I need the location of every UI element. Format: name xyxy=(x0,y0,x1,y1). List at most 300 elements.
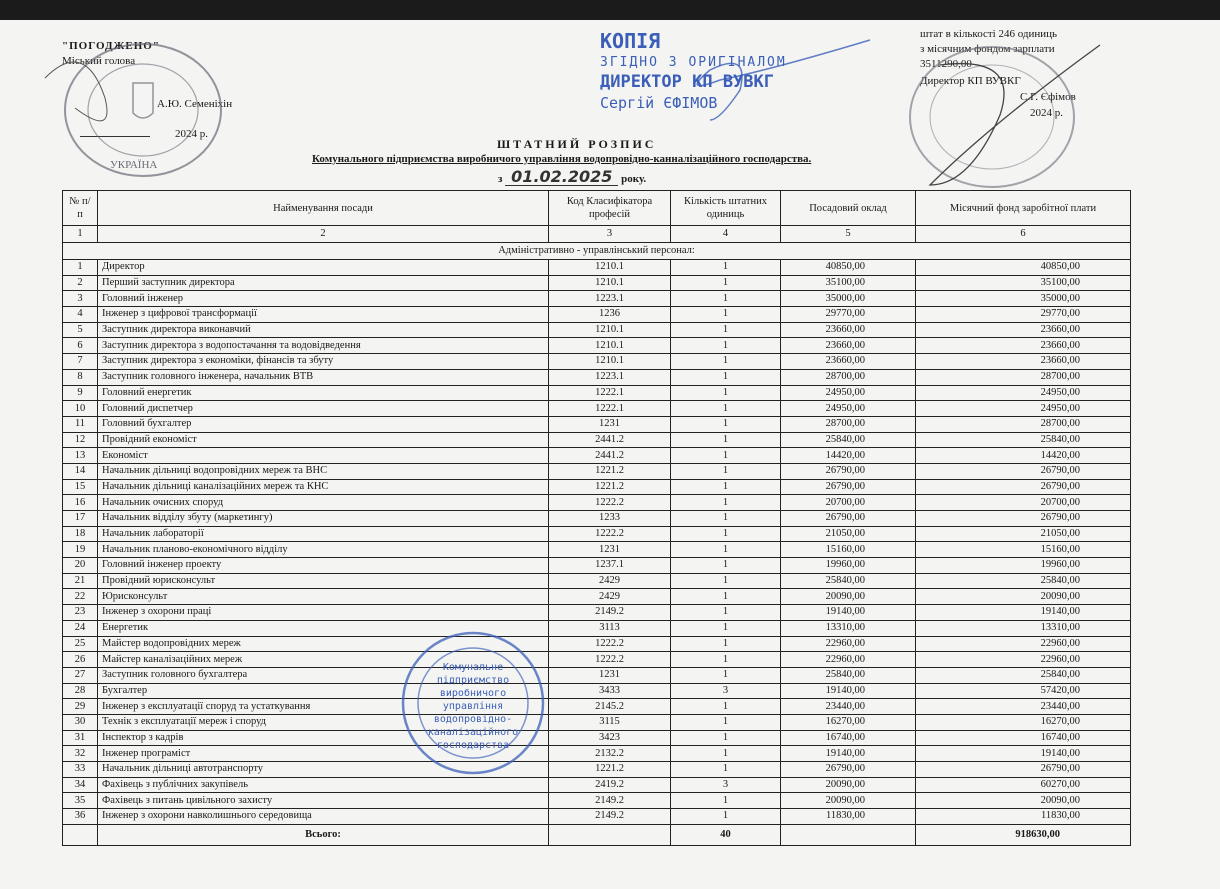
position-name: Інженер з цифрової трансформації xyxy=(98,307,549,323)
row-number: 22 xyxy=(63,589,98,605)
salary: 15160,00 xyxy=(781,542,916,558)
position-name: Головний інженер xyxy=(98,291,549,307)
copy-stamp-line2: ЗГІДНО З ОРИГІНАЛОМ xyxy=(600,55,787,70)
profession-code: 2149.2 xyxy=(549,605,671,621)
salary: 24950,00 xyxy=(781,385,916,401)
staff-units: 1 xyxy=(671,448,781,464)
salary: 19140,00 xyxy=(781,746,916,762)
table-row xyxy=(63,542,1131,558)
profession-code: 1237.1 xyxy=(549,558,671,574)
row-number: 33 xyxy=(63,762,98,778)
salary: 11830,00 xyxy=(781,809,916,825)
row-number: 23 xyxy=(63,605,98,621)
staff-units: 1 xyxy=(671,260,781,276)
table-row xyxy=(63,479,1131,495)
row-number: 21 xyxy=(63,573,98,589)
monthly-fund: 21050,00 xyxy=(916,526,1131,542)
profession-code: 1210.1 xyxy=(549,322,671,338)
position-name: Фахівець з питань цивільного захисту xyxy=(98,793,549,809)
position-name: Директор xyxy=(98,260,549,276)
monthly-fund: 26790,00 xyxy=(916,479,1131,495)
position-name: Фахівець з публічних закупівель xyxy=(98,777,549,793)
monthly-fund: 20700,00 xyxy=(916,495,1131,511)
monthly-fund: 57420,00 xyxy=(916,683,1131,699)
staff-units: 1 xyxy=(671,401,781,417)
salary: 26790,00 xyxy=(781,463,916,479)
row-number: 4 xyxy=(63,307,98,323)
city-seal-stamp xyxy=(55,38,235,178)
approval-heading: "ПОГОДЖЕНО" xyxy=(62,40,160,52)
stamp-text: УКРАЇНА xyxy=(110,159,158,171)
copy-stamp-title: КОПІЯ xyxy=(600,29,661,53)
header-fund: Місячний фонд заробітної плати xyxy=(916,191,1131,226)
staffing-table xyxy=(62,190,1131,846)
staff-units: 1 xyxy=(671,463,781,479)
date-value: 01.02.2025 xyxy=(505,168,618,186)
monthly-fund: 24950,00 xyxy=(916,385,1131,401)
staff-units: 1 xyxy=(671,385,781,401)
staff-units: 1 xyxy=(671,620,781,636)
profession-code: 1221.2 xyxy=(549,479,671,495)
position-name: Головний інженер проекту xyxy=(98,558,549,574)
table-row xyxy=(63,667,1131,683)
staff-units: 1 xyxy=(671,432,781,448)
row-number: 2 xyxy=(63,275,98,291)
monthly-fund: 13310,00 xyxy=(916,620,1131,636)
profession-code: 3113 xyxy=(549,620,671,636)
row-number: 18 xyxy=(63,526,98,542)
position-name: Заступник директора з водопостачання та водовідведення xyxy=(98,338,549,354)
monthly-fund: 25840,00 xyxy=(916,573,1131,589)
salary: 40850,00 xyxy=(781,260,916,276)
staff-units: 1 xyxy=(671,479,781,495)
salary: 21050,00 xyxy=(781,526,916,542)
table-row xyxy=(63,385,1131,401)
position-name: Юрисконсульт xyxy=(98,589,549,605)
profession-code: 1231 xyxy=(549,416,671,432)
staff-units: 1 xyxy=(671,699,781,715)
monthly-fund: 20090,00 xyxy=(916,793,1131,809)
monthly-fund: 60270,00 xyxy=(916,777,1131,793)
col-num: 1 xyxy=(63,226,98,243)
monthly-fund: 26790,00 xyxy=(916,463,1131,479)
position-name: Заступник головного інженера, начальник ВТВ xyxy=(98,369,549,385)
table-row xyxy=(63,652,1131,668)
col-num: 3 xyxy=(549,226,671,243)
position-name: Заступник директора з економіки, фінансів та збуту xyxy=(98,354,549,370)
salary: 16740,00 xyxy=(781,730,916,746)
staff-units: 3 xyxy=(671,683,781,699)
position-name: Інженер програміст xyxy=(98,746,549,762)
staff-units: 1 xyxy=(671,495,781,511)
salary: 23660,00 xyxy=(781,354,916,370)
table-row xyxy=(63,777,1131,793)
staff-units: 1 xyxy=(671,338,781,354)
profession-code: 1222.1 xyxy=(549,385,671,401)
svg-text:Комунальне: Комунальне xyxy=(442,662,504,673)
profession-code: 3115 xyxy=(549,714,671,730)
salary: 22960,00 xyxy=(781,652,916,668)
row-number: 11 xyxy=(63,416,98,432)
staff-units: 1 xyxy=(671,793,781,809)
profession-code: 2149.2 xyxy=(549,793,671,809)
monthly-fund: 26790,00 xyxy=(916,762,1131,778)
monthly-fund: 28700,00 xyxy=(916,416,1131,432)
row-number: 25 xyxy=(63,636,98,652)
table-row xyxy=(63,260,1131,276)
profession-code: 2429 xyxy=(549,589,671,605)
staff-units: 1 xyxy=(671,369,781,385)
row-number: 19 xyxy=(63,542,98,558)
table-row xyxy=(63,683,1131,699)
salary: 35100,00 xyxy=(781,275,916,291)
staff-units: 1 xyxy=(671,354,781,370)
salary: 29770,00 xyxy=(781,307,916,323)
monthly-fund: 22960,00 xyxy=(916,652,1131,668)
staff-units: 1 xyxy=(671,714,781,730)
staff-units: 1 xyxy=(671,307,781,323)
profession-code: 1223.1 xyxy=(549,291,671,307)
staff-units: 1 xyxy=(671,652,781,668)
salary: 20090,00 xyxy=(781,777,916,793)
position-name: Головний бухгалтер xyxy=(98,416,549,432)
monthly-fund: 20090,00 xyxy=(916,589,1131,605)
monthly-fund: 23440,00 xyxy=(916,699,1131,715)
profession-code: 1210.1 xyxy=(549,338,671,354)
salary: 23660,00 xyxy=(781,338,916,354)
salary: 20090,00 xyxy=(781,793,916,809)
profession-code: 1223.1 xyxy=(549,369,671,385)
profession-code: 2441.2 xyxy=(549,448,671,464)
position-name: Провідний юрисконсульт xyxy=(98,573,549,589)
monthly-fund: 29770,00 xyxy=(916,307,1131,323)
row-number: 5 xyxy=(63,322,98,338)
svg-text:господарства: господарства xyxy=(436,740,510,751)
staff-units: 1 xyxy=(671,291,781,307)
staff-units: 1 xyxy=(671,589,781,605)
staff-units: 1 xyxy=(671,558,781,574)
salary: 22960,00 xyxy=(781,636,916,652)
total-empty xyxy=(63,824,98,845)
monthly-fund: 28700,00 xyxy=(916,369,1131,385)
profession-code: 1231 xyxy=(549,667,671,683)
row-number: 17 xyxy=(63,511,98,527)
profession-code: 1222.2 xyxy=(549,495,671,511)
copy-stamp-line4: Сергій ЄФІМОВ xyxy=(600,94,718,112)
salary: 13310,00 xyxy=(781,620,916,636)
blue-round-stamp xyxy=(400,630,546,776)
profession-code: 1221.2 xyxy=(549,463,671,479)
position-name: Начальник планово-економічного відділу xyxy=(98,542,549,558)
col-num: 4 xyxy=(671,226,781,243)
table-row xyxy=(63,730,1131,746)
approval-position: Міський голова xyxy=(62,55,136,67)
header-row xyxy=(63,191,1131,226)
svg-text:управління: управління xyxy=(442,701,504,712)
date-row xyxy=(498,168,646,188)
staff-count-line: штат в кількості 246 одиниць xyxy=(920,28,1058,40)
staff-units: 1 xyxy=(671,746,781,762)
header-number: № п/п xyxy=(63,191,98,226)
table-row xyxy=(63,338,1131,354)
profession-code: 1222.2 xyxy=(549,652,671,668)
monthly-fund: 11830,00 xyxy=(916,809,1131,825)
monthly-fund: 14420,00 xyxy=(916,448,1131,464)
monthly-fund: 25840,00 xyxy=(916,667,1131,683)
approval-signatory: А.Ю. Семеніхін xyxy=(157,98,233,110)
salary: 19140,00 xyxy=(781,605,916,621)
position-name: Начальник дільниці каналізаційних мереж та КНС xyxy=(98,479,549,495)
monthly-fund: 19140,00 xyxy=(916,746,1131,762)
salary: 25840,00 xyxy=(781,573,916,589)
position-name: Майстер водопровідних мереж xyxy=(98,636,549,652)
row-number: 32 xyxy=(63,746,98,762)
staff-units: 1 xyxy=(671,322,781,338)
svg-text:каналізаційного: каналізаційного xyxy=(427,727,519,738)
row-number: 10 xyxy=(63,401,98,417)
position-name: Економіст xyxy=(98,448,549,464)
row-number: 1 xyxy=(63,260,98,276)
monthly-fund: 24950,00 xyxy=(916,401,1131,417)
salary: 14420,00 xyxy=(781,448,916,464)
table-row xyxy=(63,793,1131,809)
staff-units: 1 xyxy=(671,526,781,542)
table-row xyxy=(63,620,1131,636)
profession-code: 3423 xyxy=(549,730,671,746)
position-name: Начальник очисних споруд xyxy=(98,495,549,511)
row-number: 12 xyxy=(63,432,98,448)
row-number: 35 xyxy=(63,793,98,809)
profession-code: 1222.1 xyxy=(549,401,671,417)
profession-code: 1210.1 xyxy=(549,275,671,291)
table-row xyxy=(63,322,1131,338)
staff-units: 1 xyxy=(671,511,781,527)
monthly-fund: 23660,00 xyxy=(916,338,1131,354)
monthly-fund: 26790,00 xyxy=(916,511,1131,527)
profession-code: 3433 xyxy=(549,683,671,699)
copy-stamp-line3: ДИРЕКТОР КП ВУВКГ xyxy=(600,72,774,92)
table-row xyxy=(63,636,1131,652)
salary: 26790,00 xyxy=(781,479,916,495)
header-salary: Посадовий оклад xyxy=(781,191,916,226)
staff-units: 1 xyxy=(671,275,781,291)
table-row xyxy=(63,809,1131,825)
salary: 35000,00 xyxy=(781,291,916,307)
monthly-fund: 15160,00 xyxy=(916,542,1131,558)
staff-units: 1 xyxy=(671,416,781,432)
row-number: 20 xyxy=(63,558,98,574)
position-name: Майстер каналізаційних мереж xyxy=(98,652,549,668)
table-row xyxy=(63,369,1131,385)
table-row xyxy=(63,448,1131,464)
document-title: ШТАТНИЙ РОЗПИС xyxy=(497,137,657,151)
director-position: Директор КП ВУВКГ xyxy=(920,75,1021,87)
table-row xyxy=(63,354,1131,370)
row-number: 14 xyxy=(63,463,98,479)
enterprise-seal-stamp xyxy=(900,45,1090,195)
row-number: 31 xyxy=(63,730,98,746)
table-row xyxy=(63,463,1131,479)
salary: 25840,00 xyxy=(781,667,916,683)
total-row xyxy=(63,824,1131,845)
document-subtitle: Комунального підприємства виробничого управління водопровідно-канналізаційного господарства. xyxy=(312,153,812,165)
salary: 24950,00 xyxy=(781,401,916,417)
salary: 20090,00 xyxy=(781,589,916,605)
fund-line: з місячним фондом зарплати xyxy=(920,43,1055,55)
profession-code: 1221.2 xyxy=(549,762,671,778)
salary: 28700,00 xyxy=(781,416,916,432)
row-number: 24 xyxy=(63,620,98,636)
section-title: Адміністративно - управлінський персонал: xyxy=(63,243,1131,260)
row-number: 13 xyxy=(63,448,98,464)
row-number: 27 xyxy=(63,667,98,683)
monthly-fund: 23660,00 xyxy=(916,322,1131,338)
monthly-fund: 16740,00 xyxy=(916,730,1131,746)
profession-code: 1231 xyxy=(549,542,671,558)
profession-code: 1210.1 xyxy=(549,260,671,276)
profession-code: 2419.2 xyxy=(549,777,671,793)
position-name: Заступник головного бухгалтера xyxy=(98,667,549,683)
date-prefix: з xyxy=(498,173,503,185)
profession-code: 2429 xyxy=(549,573,671,589)
salary: 19140,00 xyxy=(781,683,916,699)
monthly-fund: 40850,00 xyxy=(916,260,1131,276)
col-num: 2 xyxy=(98,226,549,243)
row-number: 28 xyxy=(63,683,98,699)
staff-units: 1 xyxy=(671,636,781,652)
table-row xyxy=(63,275,1131,291)
column-number-row xyxy=(63,226,1131,243)
signature xyxy=(680,40,880,120)
total-empty xyxy=(781,824,916,845)
position-name: Головний енергетик xyxy=(98,385,549,401)
fund-amount: 3511290,00 xyxy=(920,58,972,70)
table-row xyxy=(63,573,1131,589)
salary: 26790,00 xyxy=(781,511,916,527)
position-name: Начальник дільниці автотранспорту xyxy=(98,762,549,778)
header-count: Кількість штатних одиниць xyxy=(671,191,781,226)
staff-units: 1 xyxy=(671,809,781,825)
table-row xyxy=(63,526,1131,542)
table-row xyxy=(63,558,1131,574)
total-empty xyxy=(549,824,671,845)
top-bar xyxy=(0,0,1220,20)
header-code: Код Класифікатора професій xyxy=(549,191,671,226)
table-row xyxy=(63,762,1131,778)
header-position: Найменування посади xyxy=(98,191,549,226)
svg-text:водопровідно-: водопровідно- xyxy=(433,714,513,725)
position-name: Заступник директора виконавчий xyxy=(98,322,549,338)
section-row xyxy=(63,243,1131,260)
position-name: Технік з експлуатації мереж і споруд xyxy=(98,714,549,730)
profession-code: 1222.2 xyxy=(549,636,671,652)
row-number: 36 xyxy=(63,809,98,825)
salary: 25840,00 xyxy=(781,432,916,448)
monthly-fund: 23660,00 xyxy=(916,354,1131,370)
monthly-fund: 16270,00 xyxy=(916,714,1131,730)
salary: 26790,00 xyxy=(781,762,916,778)
position-name: Інженер з охорони праці xyxy=(98,605,549,621)
staff-units: 3 xyxy=(671,777,781,793)
col-num: 5 xyxy=(781,226,916,243)
table-row xyxy=(63,589,1131,605)
staff-units: 1 xyxy=(671,730,781,746)
profession-code: 2132.2 xyxy=(549,746,671,762)
table-row xyxy=(63,699,1131,715)
position-name: Начальник лабораторії xyxy=(98,526,549,542)
profession-code: 2149.2 xyxy=(549,809,671,825)
table-row xyxy=(63,291,1131,307)
table-row xyxy=(63,432,1131,448)
salary: 28700,00 xyxy=(781,369,916,385)
svg-text:виробничого: виробничого xyxy=(439,688,507,699)
position-name: Бухгалтер xyxy=(98,683,549,699)
profession-code: 1222.2 xyxy=(549,526,671,542)
row-number: 9 xyxy=(63,385,98,401)
table-row xyxy=(63,416,1131,432)
position-name: Перший заступник директора xyxy=(98,275,549,291)
position-name: Головний диспетчер xyxy=(98,401,549,417)
staff-units: 1 xyxy=(671,667,781,683)
staff-units: 1 xyxy=(671,542,781,558)
director-signatory: С.Г. Єфімов xyxy=(1020,91,1076,103)
table-row xyxy=(63,714,1131,730)
monthly-fund: 22960,00 xyxy=(916,636,1131,652)
row-number: 3 xyxy=(63,291,98,307)
position-name: Начальник дільниці водопровідних мереж та ВНС xyxy=(98,463,549,479)
total-label: Всього: xyxy=(98,824,549,845)
salary: 20700,00 xyxy=(781,495,916,511)
row-number: 8 xyxy=(63,369,98,385)
total-count: 40 xyxy=(671,824,781,845)
position-name: Інженер з охорони навколишнього середовища xyxy=(98,809,549,825)
monthly-fund: 35100,00 xyxy=(916,275,1131,291)
col-num: 6 xyxy=(916,226,1131,243)
profession-code: 1233 xyxy=(549,511,671,527)
profession-code: 1236 xyxy=(549,307,671,323)
row-number: 7 xyxy=(63,354,98,370)
position-name: Начальник відділу збуту (маркетингу) xyxy=(98,511,549,527)
row-number: 29 xyxy=(63,699,98,715)
table-row xyxy=(63,511,1131,527)
total-fund: 918630,00 xyxy=(916,824,1131,845)
profession-code: 2441.2 xyxy=(549,432,671,448)
date-suffix: року. xyxy=(621,173,647,185)
table-row xyxy=(63,307,1131,323)
salary: 16270,00 xyxy=(781,714,916,730)
row-number: 26 xyxy=(63,652,98,668)
monthly-fund: 35000,00 xyxy=(916,291,1131,307)
table-row xyxy=(63,746,1131,762)
approval-year: 2024 р. xyxy=(175,128,208,140)
salary: 23440,00 xyxy=(781,699,916,715)
table-row xyxy=(63,401,1131,417)
position-name: Енергетик xyxy=(98,620,549,636)
staff-units: 1 xyxy=(671,605,781,621)
salary: 23660,00 xyxy=(781,322,916,338)
svg-text:підприємство: підприємство xyxy=(436,675,510,686)
row-number: 34 xyxy=(63,777,98,793)
position-name: Провідний економіст xyxy=(98,432,549,448)
monthly-fund: 25840,00 xyxy=(916,432,1131,448)
staff-units: 1 xyxy=(671,762,781,778)
profession-code: 2145.2 xyxy=(549,699,671,715)
row-number: 16 xyxy=(63,495,98,511)
position-name: Інженер з експлуатації споруд та устаткування xyxy=(98,699,549,715)
staff-units: 1 xyxy=(671,573,781,589)
table-row xyxy=(63,605,1131,621)
row-number: 15 xyxy=(63,479,98,495)
